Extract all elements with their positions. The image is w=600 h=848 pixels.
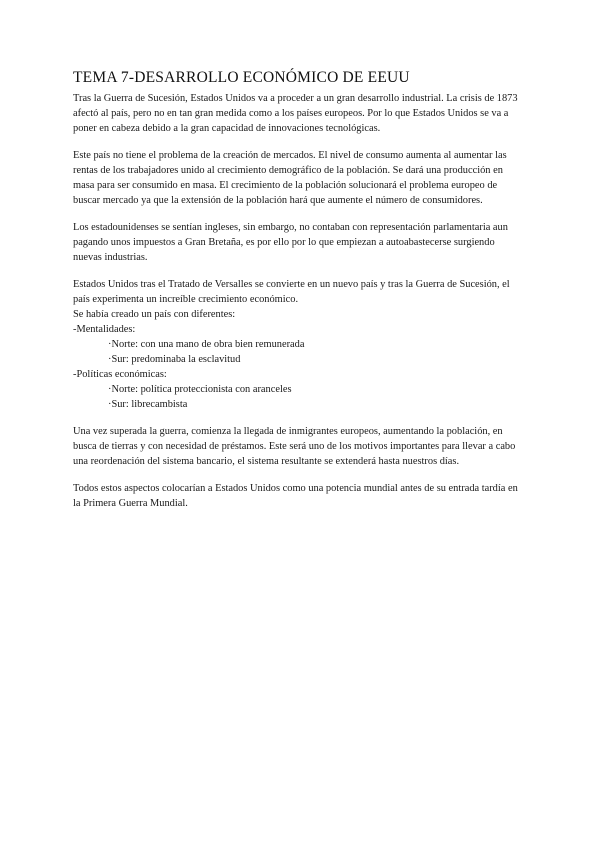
block-lead: Se había creado un país con diferentes: — [73, 309, 236, 320]
mentalidades-label: -Mentalidades: — [73, 324, 136, 335]
mentalidades-item-north: ·Norte: con una mano de obra bien remunerada — [108, 339, 305, 350]
politicas-item-south: ·Sur: librecambista — [108, 399, 188, 410]
paragraph-1: Tras la Guerra de Sucesión, Estados Unidos va a proceder a un gran desarrollo industrial. La crisis de 1873 afectó al país, pero no en tan gran medida como a los países europeos. Por lo que Estados Unidos se va a poner en cabeza debido a la gran capacidad de innovaciones tecnológicas. — [73, 93, 518, 134]
block-intro: Estados Unidos tras el Tratado de Versalles se convierte en un nuevo país y tras la Guerra de Sucesión, el país experimenta un increíble crecimiento económico. — [73, 279, 510, 305]
document-page — [73, 68, 525, 523]
paragraph-3: Los estadounidenses se sentían ingleses, sin embargo, no contaban con representación parlamentaria aun pagando unos impuestos a Gran Bretaña, es por ello por lo que empiezan a autoabastecerse surgiendo nuevas industrias. — [73, 222, 508, 263]
differences-block — [73, 277, 525, 412]
politicas-item-north: ·Norte: política proteccionista con aranceles — [108, 384, 292, 395]
paragraph-5: Todos estos aspectos colocarían a Estados Unidos como una potencia mundial antes de su entrada tardía en la Primera Guerra Mundial. — [73, 483, 518, 509]
document-title: TEMA 7-DESARROLLO ECONÓMICO DE EEUU — [73, 69, 410, 86]
paragraph-2: Este país no tiene el problema de la creación de mercados. El nivel de consumo aumenta al aumentar las rentas de los trabajadores unido al crecimiento demográfico de la población. Se dará una producción en masa para ser consumido en masa. El crecimiento de la población solucionará el problema europeo de buscar mercado ya que la extensión de la población hará que aumente el número de consumidores. — [73, 150, 507, 206]
paragraph-4: Una vez superada la guerra, comienza la llegada de inmigrantes europeos, aumentando la población, en busca de tierras y con necesidad de préstamos. Este será uno de los motivos importantes para llevar a cabo una reordenación del sistema bancario, el sistema resultante se extenderá hasta nuestros días. — [73, 426, 516, 467]
mentalidades-item-south: ·Sur: predominaba la esclavitud — [108, 354, 241, 365]
politicas-label: -Políticas económicas: — [73, 369, 167, 380]
